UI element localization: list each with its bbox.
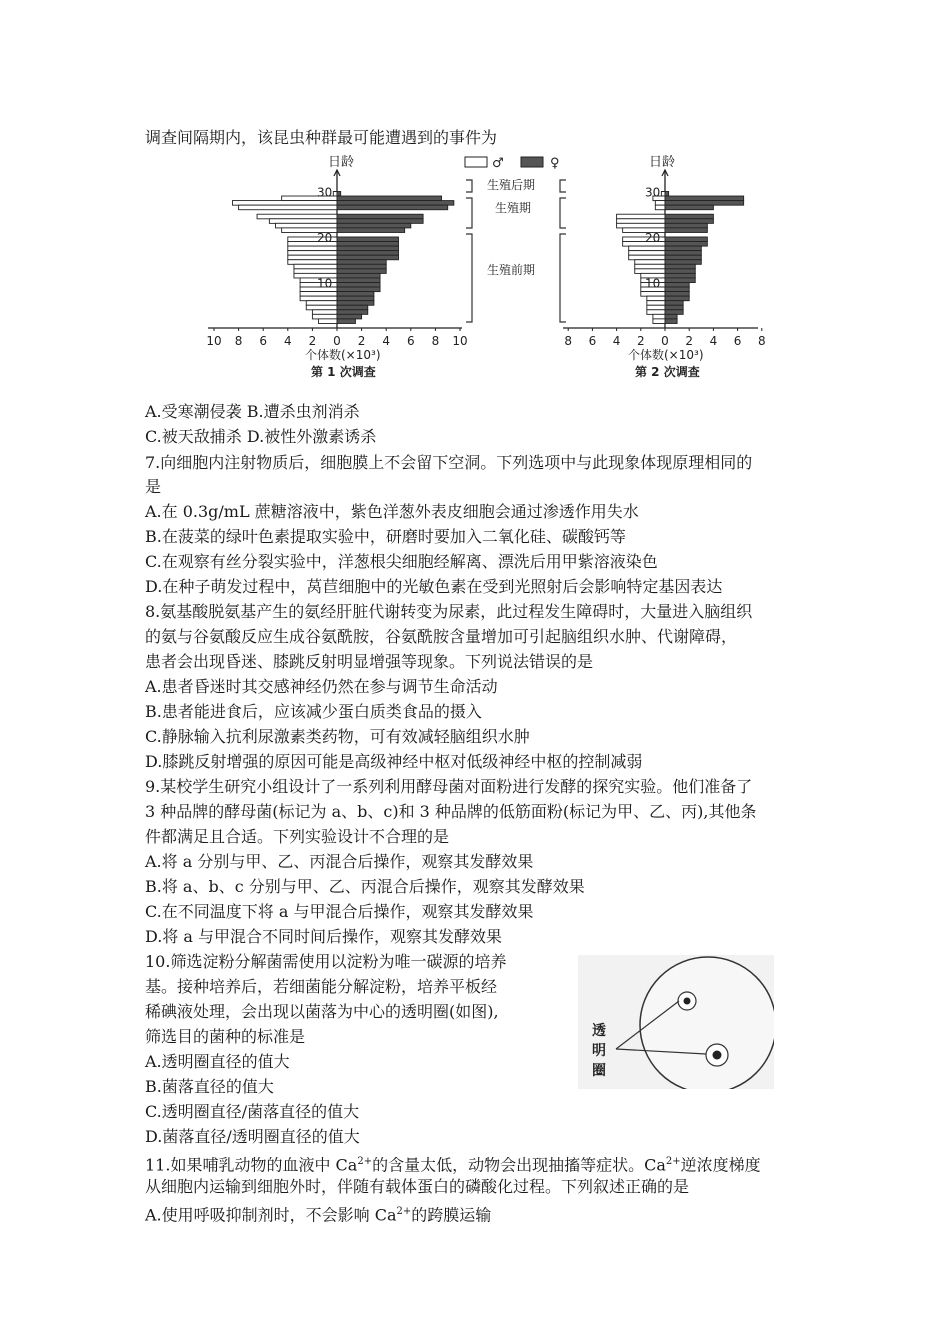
x-axis-label-2: 个体数(×10³) [628, 348, 704, 362]
q9-option-c: C.在不同温度下将 a 与甲混合后操作，观察其发酵效果 [145, 902, 534, 921]
bar-female [337, 191, 341, 196]
bar-male [661, 191, 665, 196]
bar-female [665, 296, 689, 301]
q7-option-d: D.在种子萌发过程中，莴苣细胞中的光敏色素在受到光照射后会影响特定基因表达 [145, 577, 723, 596]
x-tick-label: 4 [612, 334, 621, 348]
bar-male [269, 219, 337, 224]
q10-option-a: A.透明圈直径的值大 [145, 1052, 290, 1071]
bar-male [312, 314, 337, 319]
y-axis-label-1: 日龄 [328, 155, 355, 170]
bar-female [337, 301, 374, 306]
bar-female [337, 219, 423, 224]
y-tick-label: 10 [317, 276, 333, 291]
q8-option-b: B.患者能进食后，应该减少蛋白质类食品的摄入 [145, 702, 482, 721]
x-tick-label: 0 [661, 334, 669, 348]
bar-female [665, 251, 701, 256]
bar-female [665, 287, 689, 292]
bar-female [337, 214, 423, 219]
stage-label-reproductive: 生殖期 [495, 201, 532, 215]
bar-male [288, 246, 337, 251]
bar-female [665, 219, 713, 224]
bar-male [647, 296, 665, 301]
q11-option-a: A.使用呼吸抑制剂时，不会影响 $Ca^{2+}$的跨膜运输 [145, 1205, 492, 1225]
bar-male [635, 269, 665, 274]
bar-female [337, 196, 442, 201]
bar-female [337, 296, 374, 301]
bar-female [665, 278, 695, 283]
stage-label-post: 生殖后期 [487, 178, 536, 192]
x-tick-label: 6 [406, 334, 415, 348]
bar-male [288, 251, 337, 256]
x-tick-label: 8 [757, 334, 766, 348]
legend-female-label: ♀ [550, 156, 560, 171]
bar-female [337, 269, 386, 274]
y-tick-label: 30 [317, 185, 333, 200]
bar-female [665, 255, 701, 260]
bar-female [665, 191, 669, 196]
bar-male [319, 319, 337, 324]
bar-female [665, 310, 683, 315]
bar-male [300, 292, 337, 297]
q10-stem-2: 基。接种培养后，若细菌能分解淀粉，培养平板经 [145, 977, 498, 996]
q11-stem-1: 11.如果哺乳动物的血液中 $Ca^{2+}$的含量太低，动物会出现抽搐等症状。$Ca^{2+}$逆浓度梯度 [145, 1155, 761, 1175]
bar-male [629, 246, 665, 251]
bar-female [665, 201, 744, 206]
bar-female [337, 292, 374, 297]
bar-male [257, 214, 337, 219]
q11-stem-2: 从细胞内运输到细胞外时，伴随有载体蛋白的磷酸化过程。下列叙述正确的是 [145, 1177, 690, 1196]
bar-female [337, 282, 380, 287]
q8-option-c: C.静脉输入抗利尿激素类药物，可有效减轻脑组织水肿 [145, 727, 530, 746]
q7-option-c: C.在观察有丝分裂实验中，洋葱根尖细胞经解离、漂洗后用甲紫溶液染色 [145, 552, 658, 571]
x-tick-label: 4 [382, 334, 391, 348]
bar-female [665, 305, 683, 310]
bar-male [333, 191, 337, 196]
q9-stem-2: 3 种品牌的酵母菌(标记为 a、b、c)和 3 种品牌的低筋面粉(标记为甲、乙、丙),其他条 [145, 802, 757, 821]
bar-female [665, 264, 695, 269]
q7-option-b: B.在菠菜的绿叶色素提取实验中，研磨时要加入二氧化硅、碳酸钙等 [145, 527, 626, 546]
bar-female [665, 246, 701, 251]
colony-2 [713, 1051, 722, 1060]
q9-option-b: B.将 a、b、c 分别与甲、乙、丙混合后操作，观察其发酵效果 [145, 877, 585, 896]
bar-male [306, 305, 337, 310]
x-tick-label: 8 [431, 334, 440, 348]
q10-option-c: C.透明圈直径/菌落直径的值大 [145, 1102, 360, 1121]
petri-dish [640, 957, 774, 1089]
q10-stem-1: 10.筛选淀粉分解菌需使用以淀粉为唯一碳源的培养 [145, 952, 507, 971]
bar-male [647, 305, 665, 310]
legend-male-label: ♂ [492, 156, 504, 171]
x-tick-label: 2 [308, 334, 317, 348]
bar-female [665, 242, 707, 247]
x-tick-label: 6 [588, 334, 597, 348]
bar-female [665, 292, 689, 297]
bar-female [665, 205, 713, 210]
bar-male [617, 219, 665, 224]
q10-option-d: D.菌落直径/透明圈直径的值大 [145, 1127, 360, 1146]
bar-male [647, 301, 665, 306]
bar-female [665, 314, 677, 319]
bar-male [276, 223, 338, 228]
q6-options-1: A.受寒潮侵袭 B.遭杀虫剂消杀 [145, 402, 360, 421]
bar-male [288, 255, 337, 260]
caption-1: 第 1 次调查 [311, 365, 376, 379]
y-axis-label-2: 日龄 [649, 155, 676, 170]
bar-male [629, 255, 665, 260]
y-tick-label: 30 [645, 185, 661, 200]
bar-female [665, 237, 707, 242]
petri-dish-figure [578, 955, 774, 1089]
y-tick-label: 20 [317, 231, 333, 245]
q9-option-d: D.将 a 与甲混合不同时间后操作，观察其发酵效果 [145, 927, 503, 946]
x-tick-label: 8 [564, 334, 573, 348]
caption-2: 第 2 次调查 [635, 365, 700, 379]
bar-female [337, 246, 399, 251]
bar-female [665, 319, 677, 324]
bar-female [665, 223, 707, 228]
bar-female [665, 282, 689, 287]
q10-stem-4: 筛选目的菌种的标准是 [145, 1027, 306, 1046]
bar-female [665, 228, 707, 233]
figure-label-char-1: 透 [592, 1023, 606, 1039]
x-tick-label: 4 [283, 334, 292, 348]
bar-male [294, 269, 337, 274]
bar-male [647, 310, 665, 315]
bar-male [288, 260, 337, 265]
bar-female [337, 242, 399, 247]
bar-male [635, 264, 665, 269]
x-tick-label: 2 [636, 334, 645, 348]
q9-option-a: A.将 a 分别与甲、乙、丙混合后操作，观察其发酵效果 [145, 852, 534, 871]
bar-female [337, 260, 386, 265]
x-tick-label: 0 [333, 334, 341, 348]
bar-female [337, 319, 355, 324]
x-tick-label: 2 [685, 334, 694, 348]
bar-female [665, 214, 713, 219]
figure-label-char-3: 圈 [592, 1063, 606, 1079]
bar-female [337, 287, 380, 292]
q10-option-b: B.菌落直径的值大 [145, 1077, 274, 1096]
y-tick-label: 20 [645, 231, 661, 245]
bar-female [337, 201, 454, 206]
pyramid-chart-2 [563, 170, 766, 348]
q8-stem-3: 患者会出现昏迷、膝跳反射明显增强等现象。下列说法错误的是 [145, 652, 594, 671]
x-tick-label: 4 [709, 334, 718, 348]
legend-female-swatch [521, 157, 543, 167]
bar-male [629, 251, 665, 256]
stage-label-pre: 生殖前期 [487, 263, 536, 277]
bar-female [665, 269, 695, 274]
q9-stem-1: 9.某校学生研究小组设计了一系列利用酵母菌对面粉进行发酵的探究实验。他们准备了 [145, 777, 753, 796]
bar-male [300, 296, 337, 301]
q8-option-a: A.患者昏迷时其交感神经仍然在参与调节生命活动 [145, 677, 498, 696]
x-tick-label: 2 [357, 334, 366, 348]
population-pyramid-figure [200, 150, 770, 386]
bar-female [665, 196, 744, 201]
q7-stem-1: 7.向细胞内注射物质后，细胞膜上不会留下空洞。下列选项中与此现象体现原理相同的 [145, 453, 753, 472]
bar-female [665, 301, 683, 306]
bar-female [337, 205, 448, 210]
bar-female [337, 305, 368, 310]
bar-female [665, 273, 695, 278]
bar-male [617, 223, 665, 228]
bar-female [665, 260, 701, 265]
bar-male [653, 319, 665, 324]
bar-male [312, 310, 337, 315]
bar-female [337, 310, 368, 315]
q8-option-d: D.膝跳反射增强的原因可能是高级神经中枢对低级神经中枢的控制减弱 [145, 752, 643, 771]
x-axis-label-1: 个体数(×10³) [305, 348, 381, 362]
x-tick-label: 8 [234, 334, 243, 348]
x-tick-label: 10 [452, 334, 468, 348]
bar-male [635, 260, 665, 265]
bar-female [337, 228, 405, 233]
q7-option-a: A.在 0.3g/mL 蔗糖溶液中，紫色洋葱外表皮细胞会通过渗透作用失水 [145, 502, 639, 521]
bar-male [655, 205, 665, 210]
bar-male [239, 205, 337, 210]
y-tick-label: 10 [645, 276, 661, 291]
bar-male [294, 264, 337, 269]
bar-male [655, 201, 665, 206]
bar-female [337, 223, 411, 228]
pyramid-chart-1 [206, 170, 467, 348]
bar-female [337, 255, 399, 260]
bar-male [306, 301, 337, 306]
bar-female [337, 273, 380, 278]
bar-male [232, 201, 337, 206]
bar-female [337, 314, 362, 319]
bar-female [337, 264, 386, 269]
q10-stem-3: 稀碘液处理，会出现以菌落为中心的透明圈(如图), [145, 1002, 499, 1021]
x-tick-label: 6 [733, 334, 742, 348]
bar-male [617, 214, 665, 219]
bar-female [337, 237, 399, 242]
q8-stem-1: 8.氨基酸脱氨基产生的氨经肝脏代谢转变为尿素，此过程发生障碍时，大量进入脑组织 [145, 602, 753, 621]
x-tick-label: 10 [206, 334, 222, 348]
bar-male [641, 292, 665, 297]
question-intro: 调查间隔期内，该昆虫种群最可能遭遇到的事件为 [145, 128, 498, 147]
x-tick-label: 6 [259, 334, 268, 348]
bar-female [337, 251, 399, 256]
legend-male-swatch [465, 157, 487, 167]
q8-stem-2: 的氨与谷氨酸反应生成谷氨酰胺，谷氨酰胺含量增加可引起脑组织水肿、代谢障碍， [145, 627, 738, 646]
colony-1 [684, 998, 691, 1005]
bar-female [337, 278, 380, 283]
q9-stem-3: 件都满足且合适。下列实验设计不合理的是 [145, 827, 450, 846]
q7-stem-2: 是 [145, 477, 162, 496]
figure-label-char-2: 明 [592, 1043, 606, 1059]
bar-male [653, 314, 665, 319]
q6-options-2: C.被天敌捕杀 D.被性外激素诱杀 [145, 427, 377, 446]
